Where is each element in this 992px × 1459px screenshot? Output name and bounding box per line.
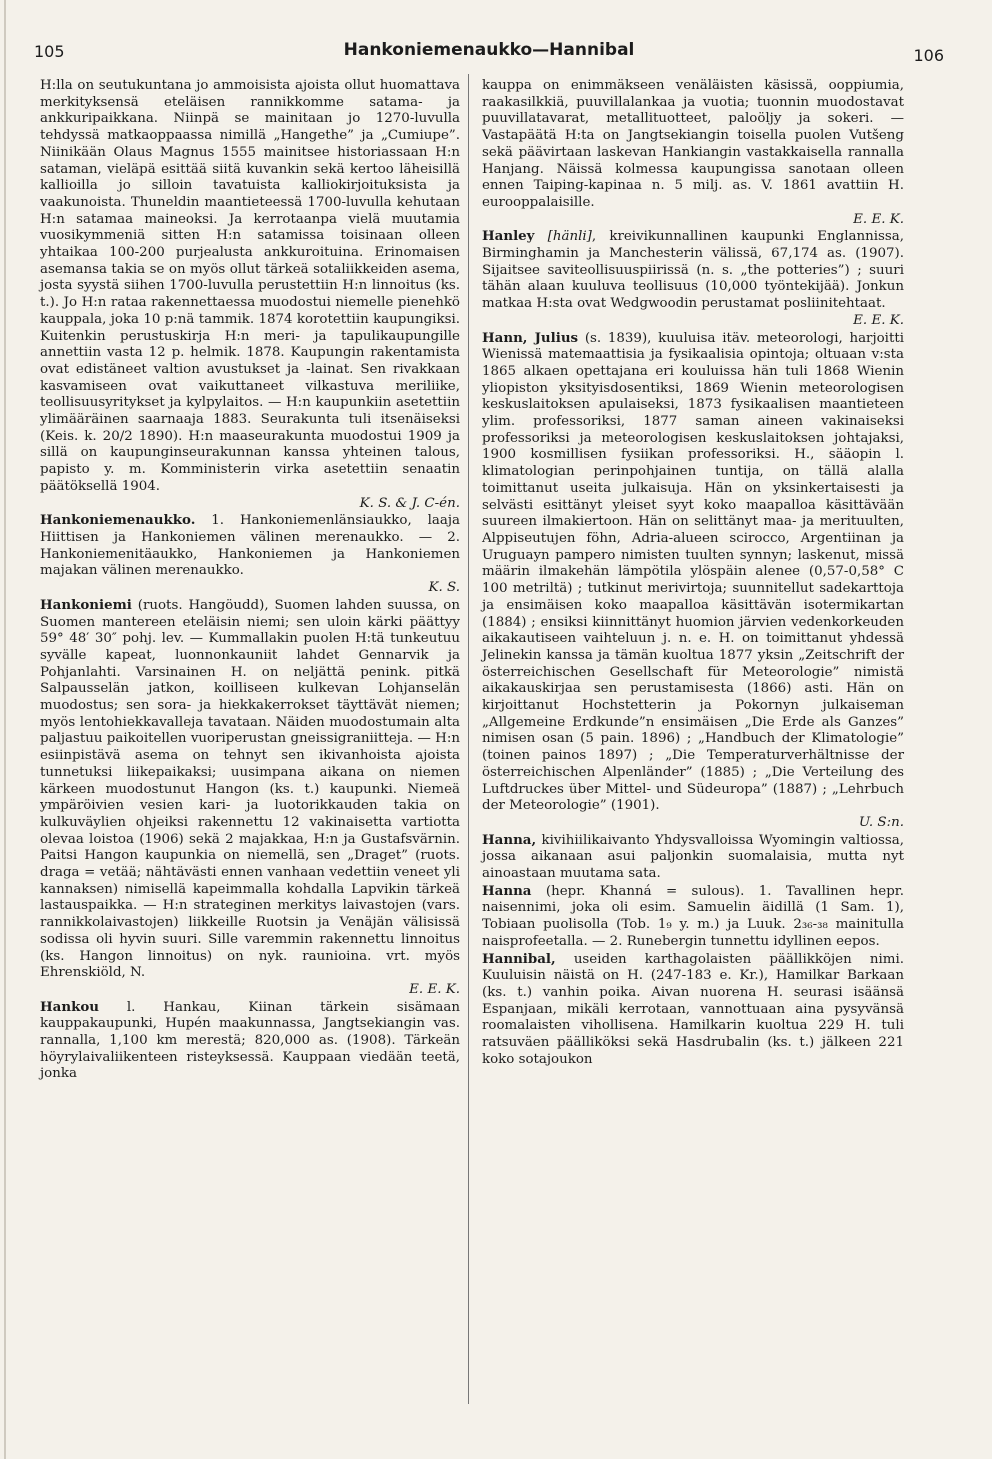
entry-body: (hepr. Khanná = sulous). 1. Tavallinen hepr. naisennimi, joka oli esim. Samuelin äidillä (1 Sam. 1), Tobiaan puolisolla (Tob. 1₉ y. m.) ja Luuk. 2₃₆-₃₈ mainitulla naisprofeetalla. — 2. Runebergin tunnettu idyllinen eepos. [482,883,904,949]
entry-continuation-hanko: H:lla on seutukuntana jo ammoisista ajoista ollut huomattava merkityksensä eteläisen rannikkomme satama- ja ankkuripaikkana. Niinpä se mainitaan jo 1270-luvulla tehdyssä matkaoppaassa nimillä „Hangethe” ja „Cumiupe”. Niinikään Olaus Magnus 1555 mainitsee historiassaan H:n sataman, vieläpä esittää siitä kuvankin sekä kertoo läheisillä kallioilla jo silloin tavatuista kalliokirjoituksista ja vaakunoista. Thuneldin maantieteessä 1700-luvulla kehutaan H:n satamaa maineoksi. Ja kerrotaanpa vielä muutamia vuosikymmeniä sitten H:n satamissa toisinaan olleen yhtaikaa 100-200 purjealusta ankkuroituina. Erinomaisen asemansa takia se on myös ollut tärkeä sotaliikkeiden asema, josta syystä siihen 1700-luvulla perustettiin H:n linnoitus (ks. t.). Jo H:n rataa rakennettaessa muodostui niemelle pienehkö kauppala, joka 10 p:nä tammik. 1874 korotettiin kaupungiksi. Kuitenkin perustuskirja H:n meri- ja tapulikaupungille annettiin vasta 12 p. helmik. 1878. Kaupungin rakentamista ovat edistäneet valtion avustukset ja -lainat. Sen rivakkaan kasvamiseen ovat vaikuttaneet vilkastuva meriliike, teollisuusyritykset ja kylpylaitos. — H:n kaupunkiin asetettiin ylimääräinen saarnaaja 1883. Seurakunta tuli itsenäiseksi (Keis. k. 20/2 1890). H:n maaseurakunta muodostui 1909 ja sillä on kaupunginseurakunnan kanssa yhteinen talous, papisto y. m. Komministerin virka asetettiin senaatin päätöksellä 1904. [40,78,460,494]
entry-body: (s. 1839), kuuluisa itäv. meteorologi, harjoitti Wienissä matemaattisia ja fysikaalisia opintoja; oltuaan v:sta 1865 alkaen opettajana eri kouluissa hän tuli 1868 Wienin yliopiston yksityisdosentiksi, 1869 Wienin meteorologisen keskuslaitoksen apulaiseksi, 1873 fysikaalisen maantieteen ylim. professoriksi, 1877 saman aineen vakinaiseksi professoriksi ja meteorologisen keskuslaitoksen johtajaksi, 1900 kosmillisen fysiikan professoriksi. H., sääopin l. klimatologian perinpohjainen tuntija, on tällä alalla toimittanut useita julkaisuja. Hän on yksinkertaisesti ja selvästi esittänyt yleiset syyt koko maapalloa käsittävään suureen ilmakiertoon. Hän on selittänyt maa- ja merituulten, Alppiseutujen föhn, Adria-alueen scirocco, Argentiinan ja Uruguayn pampero nimisten tuulten synnyn; laskenut, missä määrin ilmakehän lämpötila ylöspäin alenee (0,57-0,58° C 100 metriltä) ; tutkinut merivirtoja; suunnitellut sadekarttoja ja ensimäisen koko maapalloa käsittävän isotermikartan (1884) ; ensiksi kiinnittänyt huomion järvien vedenkorkeuden aikakautiseen vaihteluun j. n. e. H. on toimittanut yhdessä Jelinekin kanssa ja tämän kuoltua 1877 yksin „Zeitschrift der österreichischen Gesellschaft für Meteorologie” nimistä aikakauskirjaa sen perustamisesta (1866) asti. Hän on kirjoittanut Hochstetterin ja Pokornyn julkaiseman „Allgemeine Erdkunde”n ensimäisen „Die Erde als Ganzes” nimisen osan (5 pain. 1896) ; „Handbuch der Klimatologie” (toinen painos 1897) ; „Die Temperaturverhältnisse der österreichischen Alpenländer” (1885) ; „Die Verteilung des Luftdruckes über Mittel- und Südeuropa” (1887) ; „Lehrbuch der Meteorologie” (1901). [482,330,904,814]
entry-hanna-mine [482,832,904,883]
page-number-left: 105 [34,42,65,61]
entry-hankoniemi [40,597,460,982]
author-signature: E. E. K. [853,312,904,328]
author-signature: E. E. K. [853,211,904,227]
entry-body: l. Hankau, Kiinan tärkein sisämaan kauppakaupunki, Hupén maakunnassa, Jangtsekiangin vas. rannalla, 1,100 km merestä; 820,000 as. (1908). Tärkeän höyrylaivaliikenteen risteyksessä. Kauppaan viedään teetä, jonka [40,999,460,1082]
column-rule [468,74,469,1404]
entry-hankoniemenaukko [40,512,460,580]
entry-body: , kreivikunnallinen kaupunki Englannissa, Birminghamin ja Manchesterin välissä, 67,174 as. (1907). Sijaitsee saviteollisuuspiirissä (n. s. „the potteries”) ; suuri tähän alaan kuuluva teollisuus (10,000 työntekijää). Jonkun matkaa H:sta ovat Wedgwoodin perustamat posliinitehtaat. [482,229,904,312]
entry-hanna-name [482,883,904,951]
entry-headword: Hanna, [482,831,537,848]
page-binding-edge [4,0,6,1459]
entry-hanley [482,228,904,313]
page-header [34,42,944,66]
author-signature: E. E. K. [409,981,460,997]
entry-continuation-hankou: kauppa on enimmäkseen venäläisten käsissä, ooppiumia, raakasilkkiä, puuvillalankaa ja vuotia; tuonnin muodostavat puuvillatavarat, metallituotteet, paloöljy ja sokeri. — Vastapäätä H:ta on Jangtsekiangin toisella puolen Vutšeng sekä päävirtaan laskevan Hankiangin vastakkaisella rannalla Hanjang. Näissä kolmessa kaupungissa sanotaan olleen ennen Taiping-kapinaa n. 5 milj. as. V. 1861 avattiin H. eurooppalaisille. [482,78,904,210]
running-title: Hankoniemenaukko—Hannibal [343,40,635,60]
left-column [40,78,460,1083]
entry-body: useiden karthagolaisten päällikköjen nimi. Kuuluisin näistä on H. (247-183 e. Kr.), Hamilkar Barkaan (ks. t.) vanhin poika. Aivan nuorena H. seurasi isäänsä Espanjaan, mikäli kerrotaan, vannottuaan aina pysyvänsä roomalaisten vihollisena. Hamilkarin kuoltua 229 H. tuli ratsuväen päälliköksi sekä Hasdrubalin (ks. t.) jälkeen 221 koko sotajoukon [482,951,904,1067]
page-number-right: 106 [913,46,944,65]
entry-headword: Hanley [482,228,535,245]
entry-headword: Hankou [40,998,100,1015]
entry-body: kivihiilikaivanto Yhdysvalloissa Wyomingin valtiossa, jossa aikanaan asui paljonkin suomalaisia, mutta nyt ainoastaan muutama sata. [482,832,904,882]
entry-headword: Hanna [482,882,532,899]
author-signature: U. S:n. [858,814,904,830]
entry-pronunciation: [hänli] [547,229,592,245]
entry-hann [482,330,904,815]
author-signature: K. S. & J. C-én. [359,495,460,511]
entry-hankou [40,999,460,1084]
right-column [482,78,904,1068]
entry-body: 1. Hankoniemenlänsiaukko, laaja Hiittisen ja Hankoniemen välinen merenaukko. — 2. Hankoniemenitäaukko, Hankoniemen ja Hankoniemen majakan välinen merenaukko. [40,513,460,579]
entry-headword: Hann, Julius [482,329,579,346]
entry-headword: Hannibal, [482,950,556,967]
entry-headword: Hankoniemi [40,596,132,613]
author-signature: K. S. [428,580,460,596]
entry-body: (ruots. Hangöudd), Suomen lahden suussa, on Suomen mantereen eteläisin niemi; sen uloin kärki päättyy 59° 48′ 30″ pohj. lev. — Kummallakin puolen H:tä tunkeutuu syvälle kapeat, luonnonkauniit lahdet Gennarvik ja Pohjanlahti. Varsinainen H. on neljättä penink. pitkä Salpausselän jatkon, koilliseen kulkevan Lohjanselän muodostus; sen sora- ja hiekkakerrokset täyttävät niemen; myös lentohiekkavalleja tavataan. Näiden muodostumain alta paljastuu paikoitellen vuoriperustan gneissigraniitteja. — H:n esiinpistävä asema on tehnyt sen ikivanhoista ajoista tunnetuksi liikepaikaksi; uusimpana aikana on niemen kärkeen muodostunut Hangon (ks. t.) kaupunki. Niemeä ympäröivien vesien kari- ja luotorikkauden takia on kulkuväylien ohjeiksi rakennettu 12 vakinaisetta vartiotta olevaa loistoa (1906) sekä 2 majakkaa, H:n ja Gustafsvärnin. Paitsi Hangon kaupunkia on niemellä, sen „Draget” (ruots. draga = vetää; nähtävästi ennen vanhaan vedettiin veneet yli kannaksen) nimisellä kapeimmalla kohdalla Lapvikin tärkeä lastauspaikka. — H:n strateginen merkitys laivastojen (vars. rannikkolaivastojen) liikkeille Ruotsin ja Venäjän välisissä sodissa oli hyvin suuri. Sille varemmin rakennettu linnoitus (ks. Hangon linnoitus) on nyk. raunioina. vrt. myös Ehrenskiöld, N. [40,597,460,981]
entry-hannibal [482,951,904,1069]
entry-headword: Hankoniemenaukko. [40,512,196,529]
